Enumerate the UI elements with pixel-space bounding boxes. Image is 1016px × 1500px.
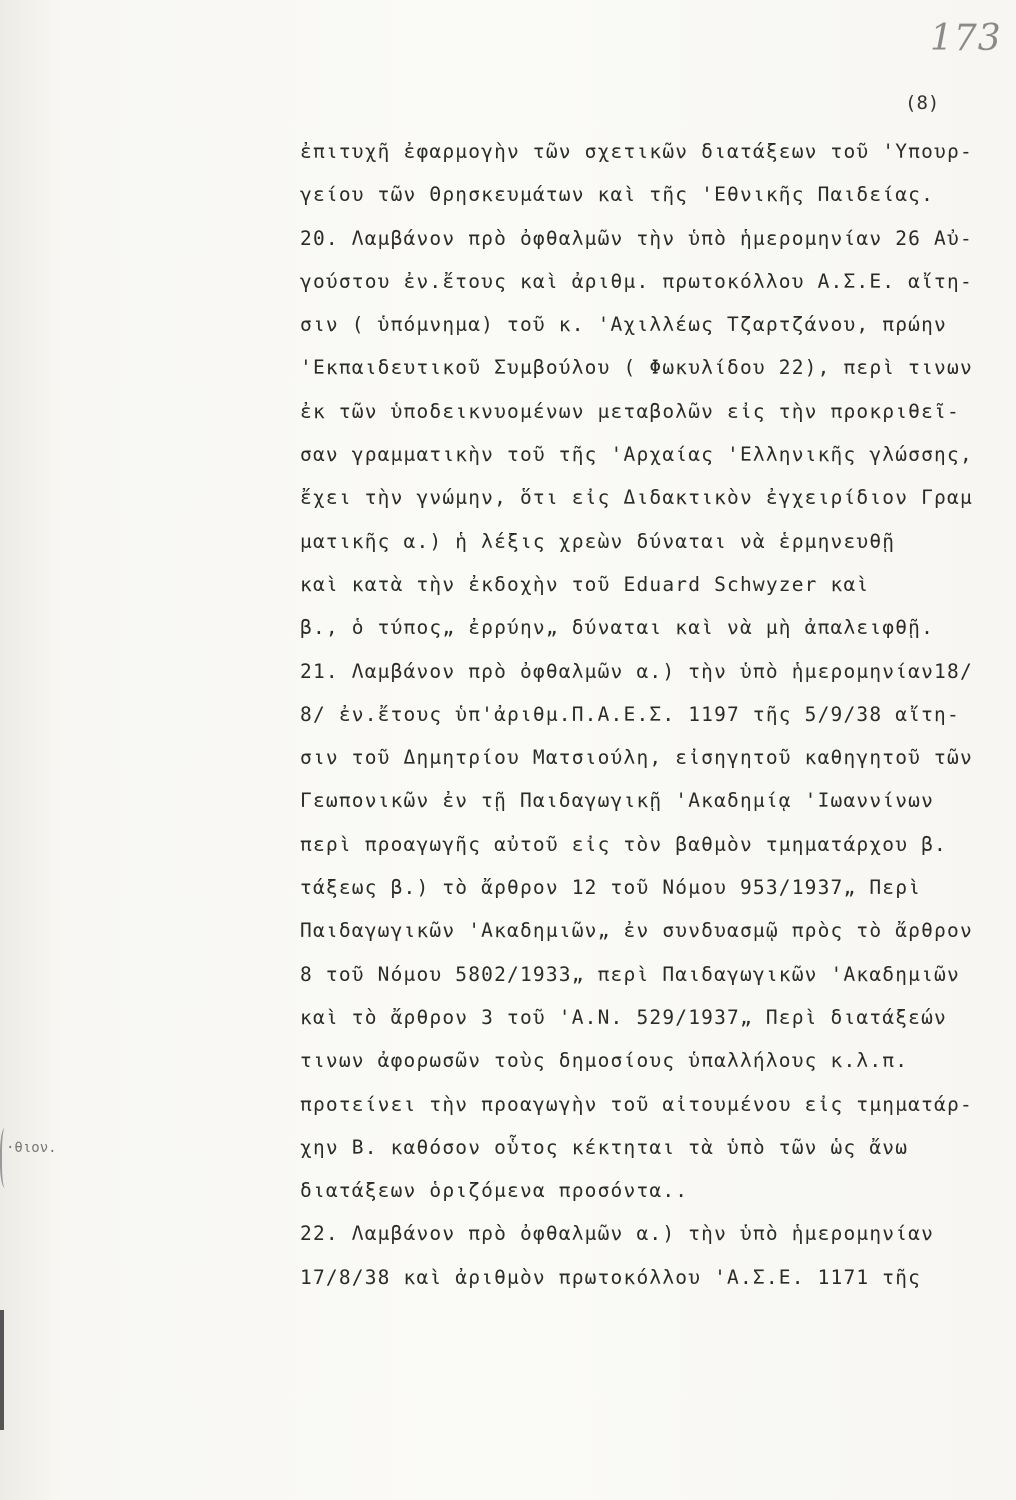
text-line: σιν τοῦ Δημητρίου Ματσιούλη, εἰσηγητοῦ καθηγητοῦ τῶν: [300, 746, 973, 770]
document-body: [300, 130, 1016, 1299]
page-label: (8): [905, 92, 940, 114]
text-line: σιν ( ὑπόμνημα) τοῦ κ. 'Αχιλλέως Τζαρτζάνου, πρώην: [300, 313, 947, 337]
text-line: 8 τοῦ Νόμου 5802/1933„ περὶ Παιδαγωγικῶν 'Ακαδημιῶν: [300, 962, 960, 986]
text-line: καὶ τὸ ἄρθρον 3 τοῦ 'Α.Ν. 529/1937„ Περὶ διατάξεών: [300, 1005, 947, 1029]
text-line: ἐκ τῶν ὑποδεικνυομένων μεταβολῶν εἰς τὴν προκριθεῖ-: [300, 399, 960, 423]
text-line: ἐπιτυχῆ ἐφαρμογὴν τῶν σχετικῶν διατάξεων τοῦ 'Υπουρ-: [300, 140, 973, 163]
text-line: ματικῆς α.) ἡ λέξις χρεὼν δύναται νὰ ἑρμηνευθῇ: [300, 529, 896, 553]
page-edge-shadow: [0, 1310, 4, 1430]
text-line: διατάξεων ὁριζόμενα προσόντα..: [300, 1179, 689, 1203]
text-line: 8/ ἐν.ἔτους ὑπ'ἀριθμ.Π.Α.Ε.Σ. 1197 τῆς 5/9/38 αἴτη-: [300, 702, 960, 726]
text-line: σαν γραμματικὴν τοῦ τῆς 'Αρχαίας 'Ελληνικῆς γλώσσης,: [300, 443, 973, 467]
text-line: Παιδαγωγικῶν 'Ακαδημιῶν„ ἐν συνδυασμῷ πρὸς τὸ ἄρθρον: [300, 919, 973, 943]
text-line: 20. Λαμβάνον πρὸ ὀφθαλμῶν τὴν ὑπὸ ἡμερομηνίαν 26 Αὐ-: [300, 226, 973, 250]
text-line: προτείνει τὴν προαγωγὴν τοῦ αἰτουμένου εἰς τμηματάρ-: [300, 1092, 973, 1116]
text-line: 22. Λαμβάνον πρὸ ὀφθαλμῶν α.) τὴν ὑπὸ ἡμερομηνίαν: [300, 1222, 935, 1246]
margin-brace: [0, 1128, 12, 1188]
text-line: 'Εκπαιδευτικοῦ Συμβούλου ( Φωκυλίδου 22), περὶ τινων: [300, 356, 973, 380]
handwritten-page-number: 173: [930, 18, 1002, 59]
text-line: γείου τῶν Θρησκευμάτων καὶ τῆς 'Εθνικῆς Παιδείας.: [300, 183, 935, 207]
text-line: Γεωπονικῶν ἐν τῇ Παιδαγωγικῇ 'Ακαδημίᾳ 'Ιωαννίνων: [300, 789, 935, 813]
text-line: β., ὁ τύπος„ ἐρρύην„ δύναται καὶ νὰ μὴ ἀπαλειφθῇ.: [300, 616, 935, 640]
text-line: περὶ προαγωγῆς αὐτοῦ εἰς τὸν βαθμὸν τμηματάρχου β.: [300, 832, 947, 856]
text-line: 17/8/38 καὶ ἀριθμὸν πρωτοκόλλου 'Α.Σ.Ε. 1171 τῆς: [300, 1265, 922, 1289]
text-line: γούστου ἐν.ἔτους καὶ ἀριθμ. πρωτοκόλλου Α.Σ.Ε. αἴτη-: [300, 269, 973, 293]
text-line: καὶ κατὰ τὴν ἐκδοχὴν τοῦ Eduard Schwyzer καὶ: [300, 572, 870, 596]
text-line: χην Β. καθόσον οὗτος κέκτηται τὰ ὑπὸ τῶν ὡς ἄνω: [300, 1135, 909, 1159]
text-line: τινων ἀφορωσῶν τοὺς δημοσίους ὑπαλλήλους κ.λ.π.: [300, 1049, 909, 1073]
text-line: 21. Λαμβάνον πρὸ ὀφθαλμῶν α.) τὴν ὑπὸ ἡμερομηνίαν18/: [300, 659, 973, 683]
text-line: ἔχει τὴν γνώμην, ὅτι εἰς Διδακτικὸν ἐγχειρίδιον Γραμ: [300, 486, 973, 510]
text-line: τάξεως β.) τὸ ἄρθρον 12 τοῦ Νόμου 953/1937„ Περὶ: [300, 876, 922, 900]
margin-note: ·θιον.: [6, 1140, 57, 1156]
